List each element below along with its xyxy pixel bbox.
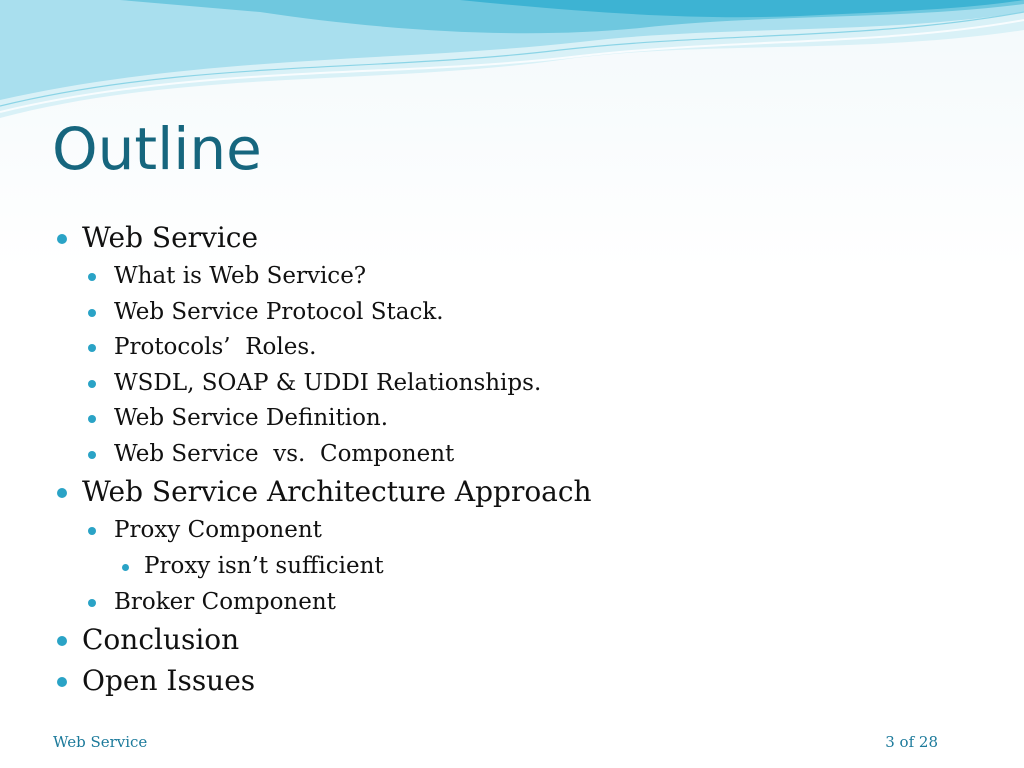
- outline-item-text: Web Service vs. Component: [114, 440, 455, 467]
- bullet-dot-icon: [57, 234, 67, 244]
- outline-item-level-3: [56, 549, 976, 585]
- outline-item-text: Web Service Architecture Approach: [82, 475, 592, 508]
- outline-item-level-2: [56, 330, 976, 366]
- outline-item-level-2: [56, 585, 976, 621]
- outline-item-text: Web Service Definition.: [114, 405, 389, 431]
- header-wave-decoration: [0, 0, 1024, 130]
- outline-item-text: Protocols’ Roles.: [114, 334, 317, 360]
- bullet-dot-icon: [88, 273, 96, 281]
- bullet-dot-icon: [88, 451, 96, 459]
- bullet-dot-icon: [88, 527, 96, 535]
- bullet-dot-icon: [88, 380, 96, 388]
- outline-list: [56, 218, 976, 702]
- outline-item-level-1: [56, 620, 976, 661]
- outline-item-level-2: [56, 259, 976, 295]
- footer-left-text: Web Service: [53, 733, 148, 751]
- outline-item-level-2: [56, 513, 976, 549]
- outline-item-text: Proxy isn’t sufficient: [144, 552, 384, 579]
- bullet-dot-icon: [88, 309, 96, 317]
- outline-item-level-1: [56, 472, 976, 513]
- bullet-dot-icon: [88, 599, 96, 607]
- outline-item-text: WSDL, SOAP & UDDI Relationships.: [114, 369, 542, 396]
- outline-item-text: Broker Component: [114, 588, 336, 615]
- bullet-dot-icon: [57, 636, 67, 646]
- outline-item-text: Web Service Protocol Stack.: [114, 298, 444, 325]
- outline-item-text: Open Issues: [82, 664, 256, 697]
- outline-item-level-2: [56, 401, 976, 437]
- outline-item-text: Proxy Component: [114, 517, 322, 543]
- outline-item-level-1: [56, 218, 976, 259]
- outline-item-level-2: [56, 366, 976, 402]
- bullet-dot-icon: [88, 415, 96, 423]
- outline-item-level-1: [56, 661, 976, 702]
- bullet-dot-icon: [57, 488, 67, 498]
- outline-item-level-2: [56, 437, 976, 473]
- outline-item-text: Web Service: [82, 221, 259, 254]
- slide-title: Outline: [52, 115, 262, 183]
- slide-number: 3 of 28: [885, 733, 938, 751]
- bullet-dot-icon: [88, 344, 96, 352]
- bullet-dot-icon: [122, 564, 129, 571]
- bullet-dot-icon: [57, 677, 67, 687]
- outline-item-text: What is Web Service?: [114, 263, 367, 289]
- outline-item-text: Conclusion: [82, 623, 240, 656]
- outline-item-level-2: [56, 295, 976, 331]
